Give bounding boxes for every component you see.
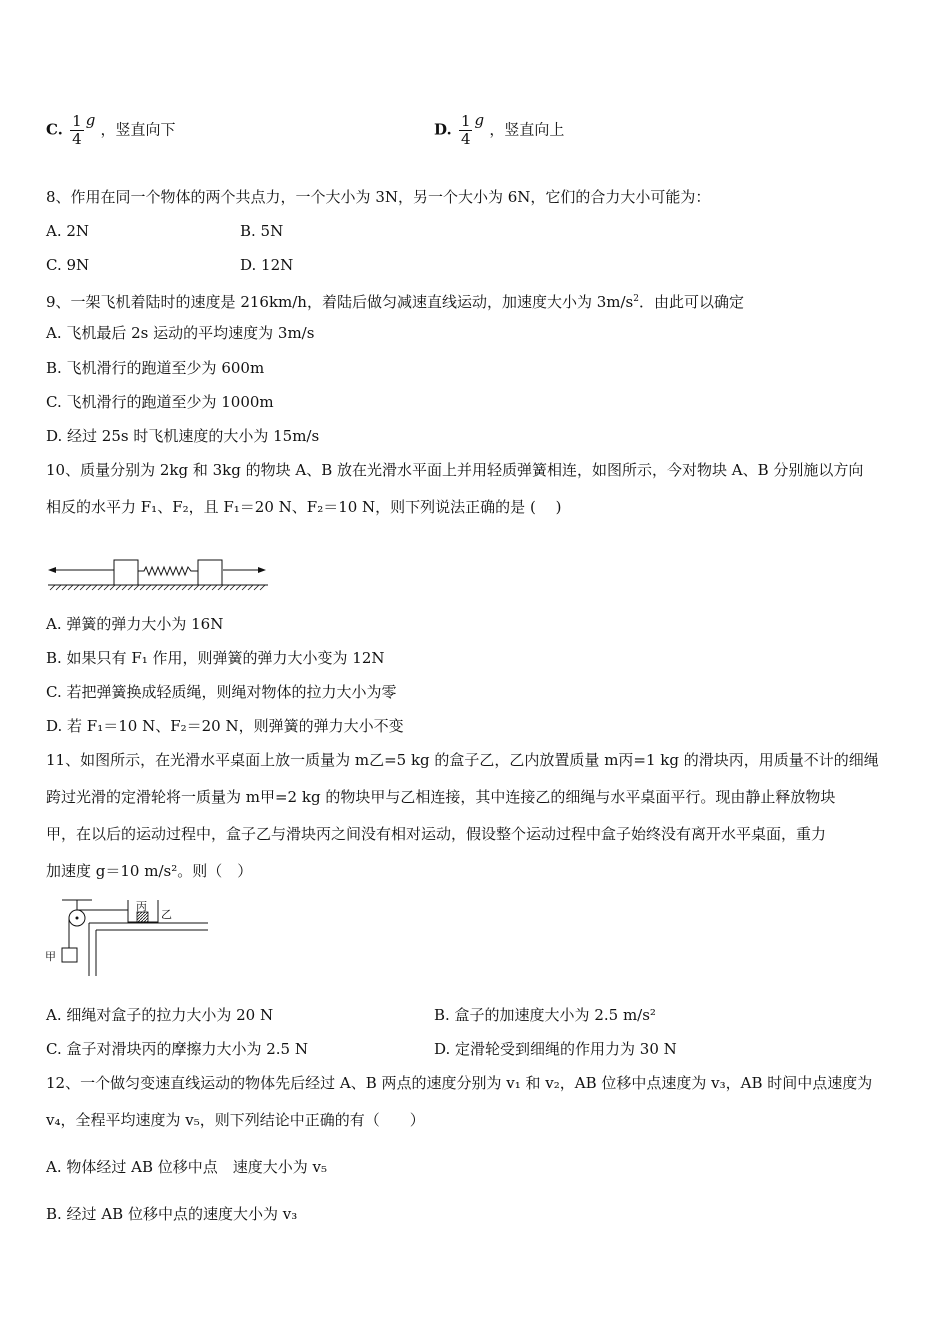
q9-option-c: C. 飞机滑行的跑道至少为 1000m — [46, 393, 274, 411]
q11-option-a: A. 细绳对盒子的拉力大小为 20 N — [46, 1006, 274, 1024]
q9-stem-sup: 2 — [633, 294, 639, 304]
label-yi: 乙 — [161, 908, 172, 921]
spring-blocks-figure — [46, 556, 270, 592]
q11-stem-line4: 加速度 g＝10 m/s²。则（ ） — [46, 862, 253, 880]
block-jia — [62, 948, 77, 962]
q10-option-d: D. 若 F₁＝10 N、F₂＝20 N，则弹簧的弹力大小不变 — [46, 717, 404, 735]
q9-stem-post: ．由此可以确定 — [639, 293, 745, 311]
q7-option-d-g: g — [474, 110, 485, 129]
q7-option-c-numerator: 1 — [72, 112, 82, 130]
q7-option-c-text: ，竖直向下 — [100, 120, 176, 139]
q9-stem-pre: 9、一架飞机着陆时的速度是 216km/h，着陆后做匀减速直线运动，加速度大小为 3m/s — [46, 293, 634, 311]
q8-option-d: D. 12N — [240, 256, 294, 274]
q12-option-b: B. 经过 AB 位移中点的速度大小为 v₃ — [46, 1205, 298, 1223]
q9-option-a: A. 飞机最后 2s 运动的平均速度为 3m/s — [46, 324, 315, 342]
q12-option-a: A. 物体经过 AB 位移中点 速度大小为 v₅ — [46, 1158, 328, 1176]
q10-option-a: A. 弹簧的弹力大小为 16N — [46, 615, 224, 633]
q9-stem — [46, 289, 744, 312]
q9-option-b: B. 飞机滑行的跑道至少为 600m — [46, 359, 265, 377]
q8-option-c: C. 9N — [46, 256, 90, 274]
q7-option-d-text: ，竖直向上 — [489, 120, 565, 139]
q7-option-c — [46, 110, 176, 148]
q7-option-c-fraction — [70, 113, 84, 148]
ground-hatch — [50, 585, 265, 590]
q7-option-d-label: D. — [434, 120, 452, 139]
pulley-drawing — [44, 896, 216, 982]
block-a — [114, 560, 138, 585]
q10-option-c: C. 若把弹簧换成轻质绳，则绳对物体的拉力大小为零 — [46, 683, 397, 701]
q7-option-c-g: g — [85, 110, 96, 129]
q12-stem-line2: v₄，全程平均速度为 v₅，则下列结论中正确的有（ ） — [46, 1111, 425, 1129]
q11-stem-line2: 跨过光滑的定滑轮将一质量为 m甲=2 kg 的物块甲与乙相连接，其中连接乙的细绳与水平桌面平行。现由静止释放物块 — [46, 788, 836, 806]
q7-option-c-label: C. — [46, 120, 63, 139]
q10-stem-line1: 10、质量分别为 2kg 和 3kg 的物块 A、B 放在光滑水平面上并用轻质弹簧相连，如图所示，今对物块 A、B 分别施以方向 — [46, 461, 864, 479]
q7-option-d-fraction — [459, 113, 473, 148]
q7-option-d-denominator: 4 — [460, 130, 471, 148]
label-bing: 丙 — [136, 900, 147, 913]
label-jia: 甲 — [45, 950, 56, 963]
q11-option-b: B. 盒子的加速度大小为 2.5 m/s² — [434, 1006, 656, 1024]
q7-option-c-denominator: 4 — [72, 130, 82, 148]
q11-option-c: C. 盒子对滑块丙的摩擦力大小为 2.5 N — [46, 1040, 308, 1058]
q10-stem-line2: 相反的水平力 F₁、F₂，且 F₁＝20 N、F₂＝10 N，则下列说法正确的是 ( ) — [46, 498, 562, 516]
pulley-axle — [76, 917, 79, 920]
q11-stem-line3: 甲，在以后的运动过程中，盒子乙与滑块丙之间没有相对运动，假设整个运动过程中盒子始终没有离开水平桌面，重力 — [46, 825, 827, 843]
q8-stem: 8、作用在同一个物体的两个共点力，一个大小为 3N，另一个大小为 6N，它们的合力大小可能为： — [46, 188, 711, 206]
f1-arrow-head — [48, 567, 56, 573]
block-b — [198, 560, 222, 585]
q10-option-b: B. 如果只有 F₁ 作用，则弹簧的弹力大小变为 12N — [46, 649, 385, 667]
q7-option-d — [434, 110, 565, 148]
q9-option-d: D. 经过 25s 时飞机速度的大小为 15m/s — [46, 427, 320, 445]
q7-option-d-numerator: 1 — [460, 112, 471, 130]
q8-option-b: B. 5N — [240, 222, 284, 240]
q8-option-a: A. 2N — [46, 222, 90, 240]
q11-option-d: D. 定滑轮受到细绳的作用力为 30 N — [434, 1040, 677, 1058]
f2-arrow-head — [258, 567, 266, 573]
q12-stem-line1: 12、一个做匀变速直线运动的物体先后经过 A、B 两点的速度分别为 v₁ 和 v₂，AB 位移中点速度为 v₃，AB 时间中点速度为 — [46, 1074, 873, 1092]
pulley-figure — [44, 896, 216, 982]
q11-stem-line1: 11、如图所示，在光滑水平桌面上放一质量为 m乙=5 kg 的盒子乙，乙内放置质量 m丙=1 kg 的滑块丙，用质量不计的细绳 — [46, 751, 879, 769]
spring — [138, 567, 198, 575]
